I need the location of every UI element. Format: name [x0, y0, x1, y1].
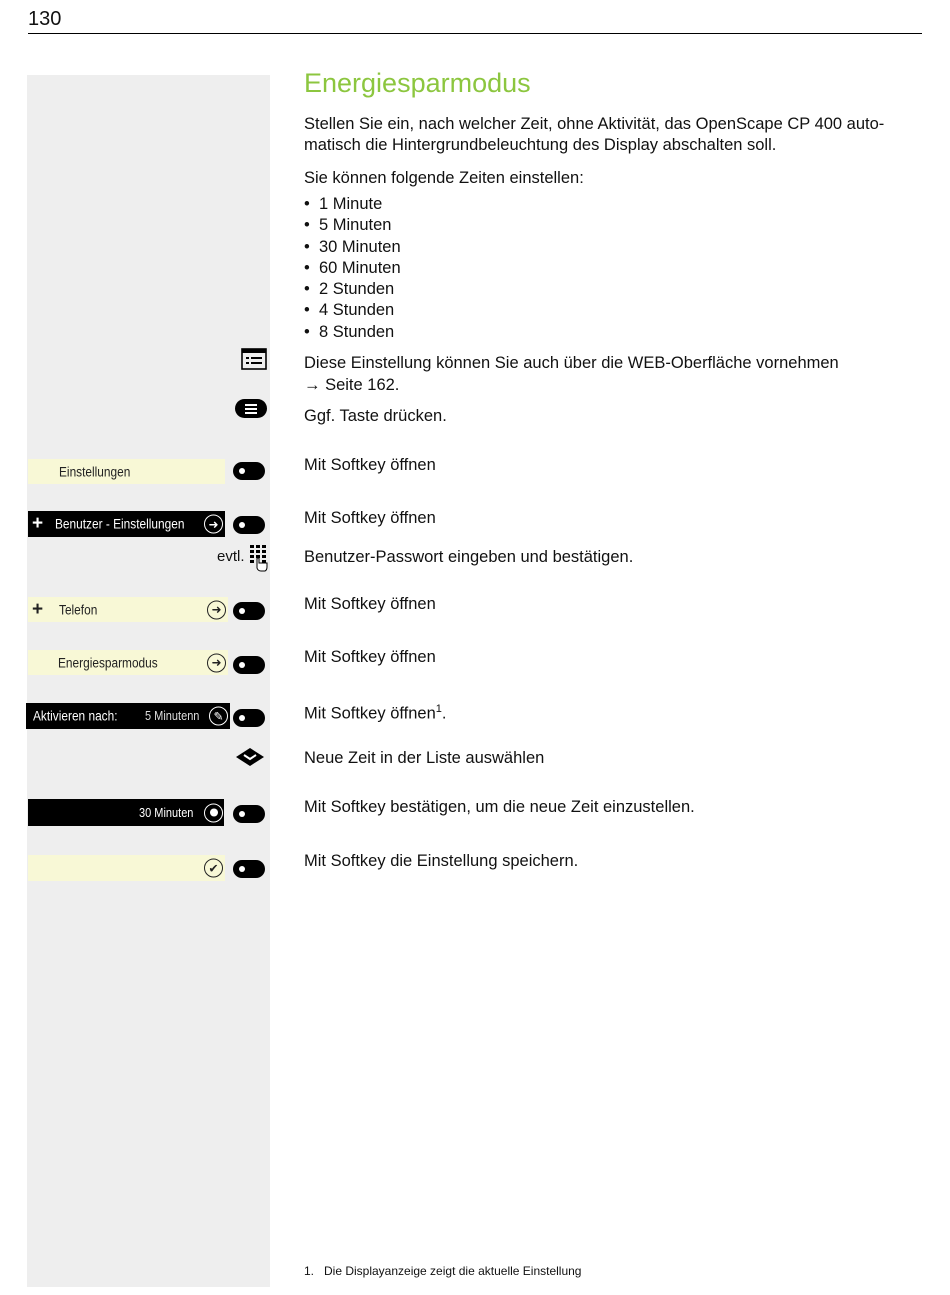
web-interface-icon [241, 348, 267, 370]
step-menu-key: Ggf. Taste drücken. [304, 407, 447, 425]
list-item: • 4 Stunden [304, 300, 401, 321]
web-note-line-1: Diese Einstellung können Sie auch über die WEB-Oberfläche vornehmen [304, 354, 839, 372]
intro-line-2: matisch die Hintergrundbeleuchtung des Display abschalten soll. [304, 136, 777, 154]
step-aktivieren [304, 699, 447, 725]
page-number: 130 [28, 8, 62, 30]
display-row-energiesparmodus [28, 650, 228, 675]
display-row-telefon [28, 597, 228, 622]
list-item: • 1 Minute [304, 194, 401, 215]
display-row-selected-time [28, 799, 224, 826]
display-row-aktivieren [26, 703, 230, 729]
display-label: Einstellungen [59, 464, 131, 479]
checkmark-circle-icon: ✔ [204, 859, 223, 878]
left-panel [27, 75, 270, 1287]
display-value: 5 Minutenn [145, 709, 200, 723]
softkey-aktivieren[interactable] [233, 709, 265, 727]
step-navigate: Neue Zeit in der Liste auswählen [304, 749, 545, 767]
header-rule [28, 33, 922, 34]
display-label: Energiesparmodus [58, 655, 158, 670]
display-row-save [28, 855, 225, 881]
display-label: Aktivieren nach: [33, 708, 118, 724]
step-password: Benutzer-Passwort eingeben und bestätigen. [304, 548, 634, 566]
list-item: • 30 Minuten [304, 237, 401, 258]
radio-selected-icon [204, 803, 223, 822]
plus-icon: + [32, 598, 44, 620]
display-row-benutzer [28, 511, 225, 537]
display-label: Benutzer - Einstellungen [55, 516, 185, 532]
softkey-save[interactable] [233, 860, 265, 878]
step-save: Mit Softkey die Einstellung speichern. [304, 852, 579, 870]
footnote-number: 1. [304, 1264, 315, 1278]
step-punct: . [441, 704, 447, 723]
step-energiesparmodus: Mit Softkey öffnen [304, 648, 436, 666]
footnote [304, 1264, 581, 1278]
times-list [304, 194, 401, 343]
arrow-right-circle-icon: ➜ [207, 653, 226, 672]
softkey-benutzer[interactable] [233, 516, 265, 534]
softkey-einstellungen[interactable] [233, 462, 265, 480]
step-text: Mit Softkey öffnen [304, 704, 436, 723]
list-item: • 8 Stunden [304, 322, 401, 343]
optional-label: evtl. [217, 548, 245, 565]
softkey-confirm[interactable] [233, 805, 265, 823]
softkey-telefon[interactable] [233, 602, 265, 620]
footnote-ref[interactable]: 1 [435, 703, 442, 715]
display-row-einstellungen [28, 459, 225, 484]
display-label: Telefon [59, 602, 98, 617]
display-value: 30 Minuten [139, 805, 194, 820]
list-item: • 60 Minuten [304, 258, 401, 279]
plus-icon: + [32, 513, 44, 534]
navigation-key-icon[interactable] [234, 747, 266, 767]
keypad-icon[interactable] [249, 544, 269, 572]
pencil-circle-icon: ✎ [209, 707, 228, 726]
arrow-right-circle-icon: ➜ [207, 600, 226, 619]
list-item: • 5 Minuten [304, 215, 401, 236]
step-telefon: Mit Softkey öffnen [304, 595, 436, 613]
step-benutzer: Mit Softkey öffnen [304, 509, 436, 527]
arrow-right-circle-icon: ➜ [204, 515, 223, 534]
page-title: Energiesparmodus [304, 68, 531, 98]
footnote-text: Die Displayanzeige zeigt die aktuelle Einstellung [324, 1264, 582, 1278]
softkey-energiesparmodus[interactable] [233, 656, 265, 674]
list-item: • 2 Stunden [304, 279, 401, 300]
menu-key-icon[interactable] [235, 399, 267, 418]
intro-line-1: Stellen Sie ein, nach welcher Zeit, ohne Aktivität, das OpenScape CP 400 auto- [304, 115, 885, 133]
times-heading: Sie können folgende Zeiten einstellen: [304, 169, 584, 187]
step-einstellungen: Mit Softkey öffnen [304, 456, 436, 474]
step-confirm: Mit Softkey bestätigen, um die neue Zeit einzustellen. [304, 798, 695, 816]
web-note-line-2[interactable]: → Seite 162. [304, 376, 400, 394]
